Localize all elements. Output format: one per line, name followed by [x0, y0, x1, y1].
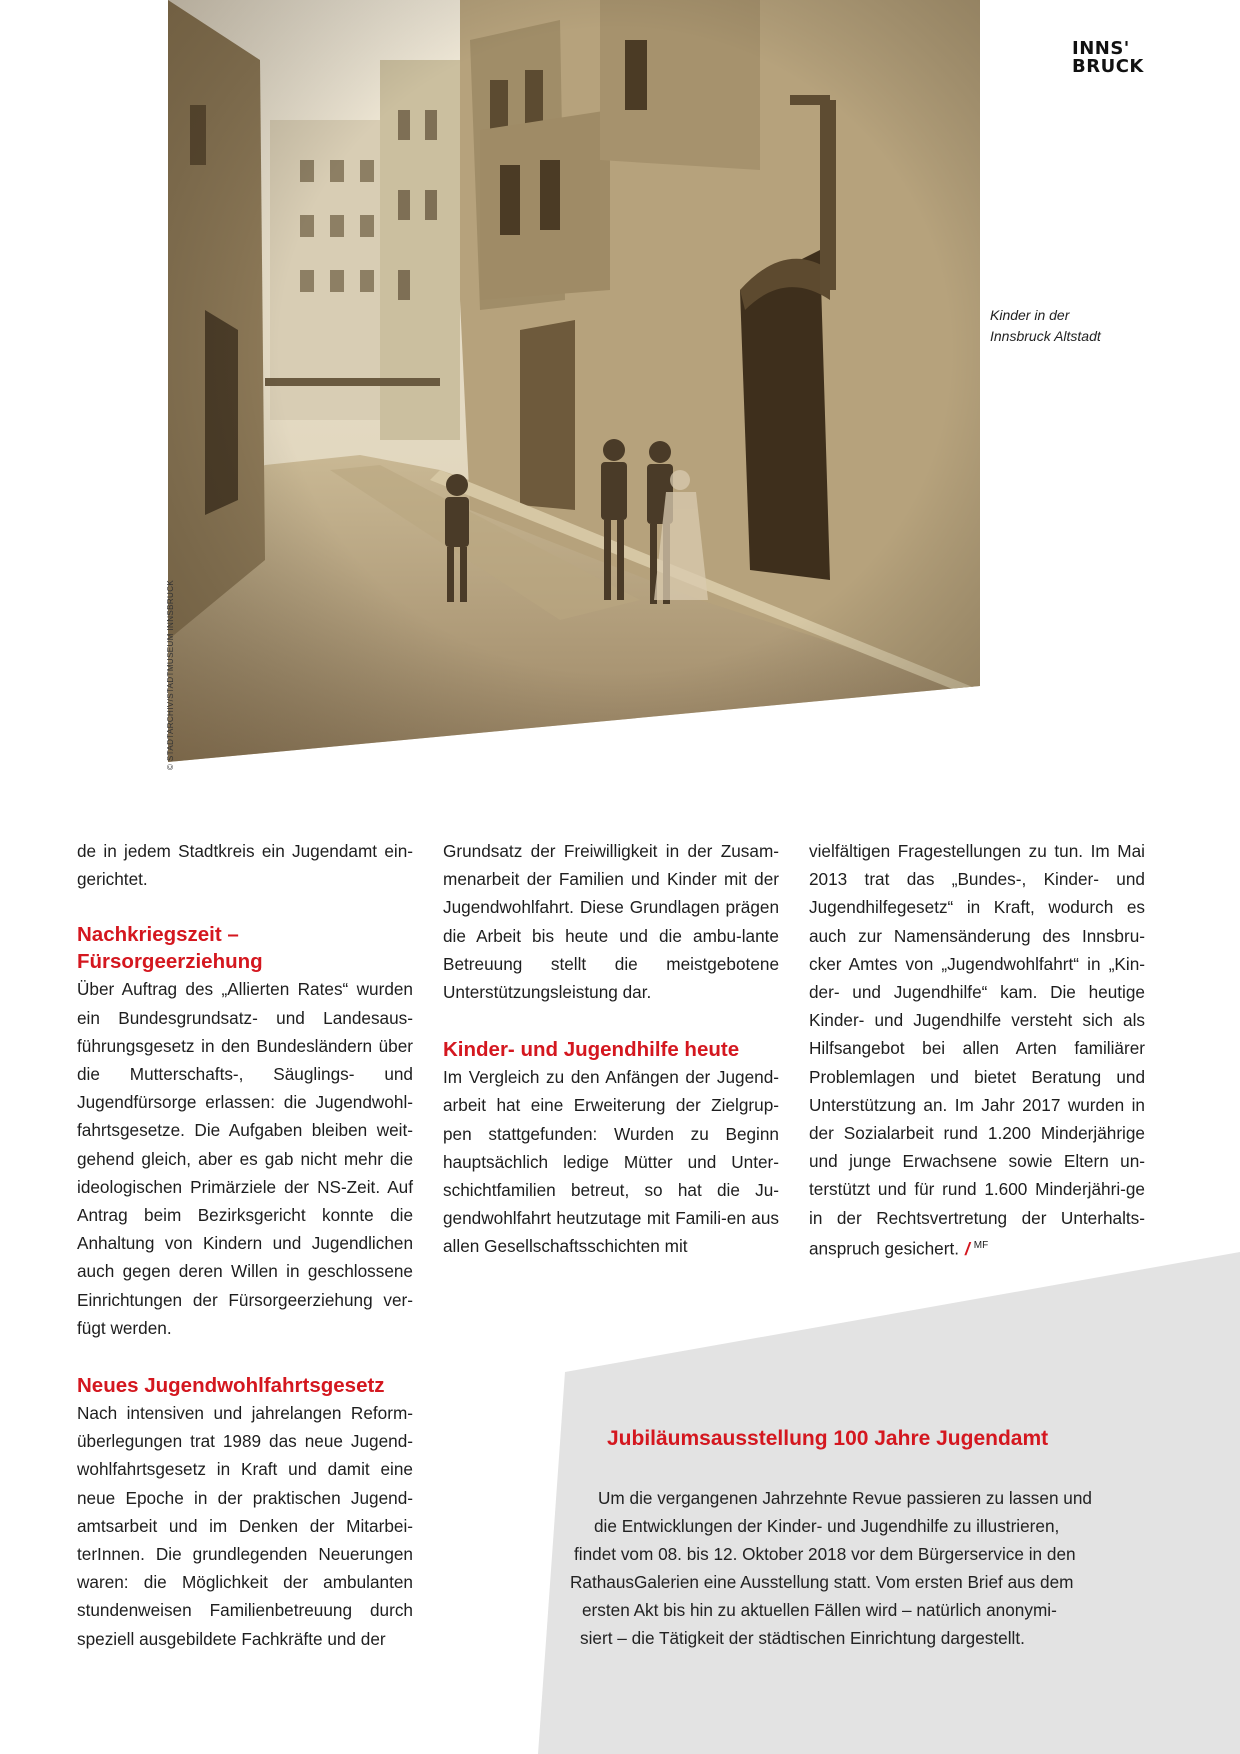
heading-nachkriegszeit-line-1: Nachkriegszeit –	[77, 923, 239, 947]
heading-kinder-jugendhilfe-heute: Kinder- und Jugendhilfe heute	[443, 1038, 740, 1062]
logo-line-1: INNS'	[1072, 38, 1130, 59]
end-mark: /	[965, 1238, 970, 1259]
caption-line-2: Innsbruck Altstadt	[990, 328, 1101, 344]
column3-text: vielfältigen Fragestellungen zu tun. Im Mai 2013 trat das „Bundes-, Kinder- und Jugendhilfegesetz“ in Kraft, wodurch es auch zur Namensänderung des Innsbru-cker Amtes von „Jugendwohlfahrt“ in „Kin-der- und Jugendhilfe“ kam. Die heutige Kinder- und Jugendhilfe versteht sich als Hilfsangebot bei allen Arten familiärer Problemlagen und bietet Beratung und Unterstützung an. Im Jahr 2017 wurden in der Sozialarbeit rund 1.200 Minderjährige und junge Erwachsene sowie Eltern un-terstützt und für rund 1.600 Minderjähri-ge in der Rechtsvertretung der Unterhalts-anspruch gesichert.	[809, 841, 1145, 1259]
column1-paragraph-2: Nach intensiven und jahrelangen Reform-überlegungen trat 1989 das neue Jugend-wohlfahrtsgesetz in Kraft und damit eine neue Epoche in der praktischen Jugend-amtsarbeit und im Denken der Mitarbei-terInnen. Die grundlegenden Neuerungen waren: die Möglichkeit der ambulanten stundenweisen Familienbetreuung durch speziell ausgebildete Fachkräfte und der	[77, 1403, 413, 1649]
text-column-2	[443, 837, 779, 1261]
infobox-line-6: siert – die Tätigkeit der städtischen Einrichtung dargestellt.	[580, 1628, 1025, 1648]
logo-line-2: BRUCK	[1072, 56, 1144, 77]
infobox-line-4: RathausGalerien eine Ausstellung statt. Vom ersten Brief aus dem	[570, 1572, 1074, 1592]
column1-paragraph-1: Über Auftrag des „Allierten Rates“ wurden ein Bundesgrundsatz- und Landesaus-führungsgesetz in den Bundesländern über die Mutterschafts-, Säuglings- und Jugendfürsorge erlassen: die Jugendwohl-fahrtsgesetze. Die Aufgaben bleiben weit-gehend gleich, aber es gab nicht mehr die ideologischen Primärziele der NS-Zeit. Auf Antrag beim Bezirksgericht konnte die Anhaltung von Kindern und Jugendlichen auch gegen deren Willen in geschlossene Einrichtungen der Fürsorgeerziehung ver-fügt werden.	[77, 979, 413, 1338]
column1-intro: de in jedem Stadtkreis ein Jugendamt ein-gerichtet.	[77, 841, 413, 890]
text-column-1	[77, 837, 413, 1653]
caption-line-1: Kinder in der	[990, 307, 1070, 323]
heading-nachkriegszeit	[77, 921, 413, 975]
infobox-line-2: die Entwicklungen der Kinder- und Jugendhilfe zu illustrieren,	[594, 1516, 1060, 1536]
photo-credit: © STADTARCHIV/STADTMUSEUM INNSBRUCK	[166, 579, 175, 770]
heading-nachkriegszeit-line-2: Fürsorgeerziehung	[77, 950, 263, 974]
infobox-line-3: findet vom 08. bis 12. Oktober 2018 vor dem Bürgerservice in den	[574, 1544, 1076, 1564]
infobox-line-5: ersten Akt bis hin zu aktuellen Fällen wird – natürlich anonymi-	[582, 1600, 1057, 1620]
infobox-line-1: Um die vergangenen Jahrzehnte Revue passieren zu lassen und	[598, 1488, 1092, 1508]
infobox-title: Jubiläumsausstellung 100 Jahre Jugendamt	[607, 1427, 1049, 1450]
column2-paragraph-1: Grundsatz der Freiwilligkeit in der Zusam-menarbeit der Familien und Kinder mit der Jugendwohlfahrt. Diese Grundlagen prägen die Arbeit bis heute und die ambu-lante Betreuung stellt die meistgebotene Unterstützungsleistung dar.	[443, 841, 779, 1003]
column2-paragraph-2: Im Vergleich zu den Anfängen der Jugend-arbeit hat eine Erweiterung der Zielgrup-pen stattgefunden: Wurden zu Beginn hauptsächlich ledige Mütter und Unter-schichtfamilien betreut, so hat die Ju-gendwohlfahrt heutzutage mit Famili-en aus allen Gesellschaftsschichten mit	[443, 1067, 779, 1257]
heading-jugendwohlfahrtsgesetz: Neues Jugendwohlfahrtsgesetz	[77, 1374, 385, 1398]
column3-paragraph	[809, 837, 1145, 1263]
author-initials: MF	[973, 1239, 989, 1251]
text-column-3	[809, 837, 1145, 1263]
